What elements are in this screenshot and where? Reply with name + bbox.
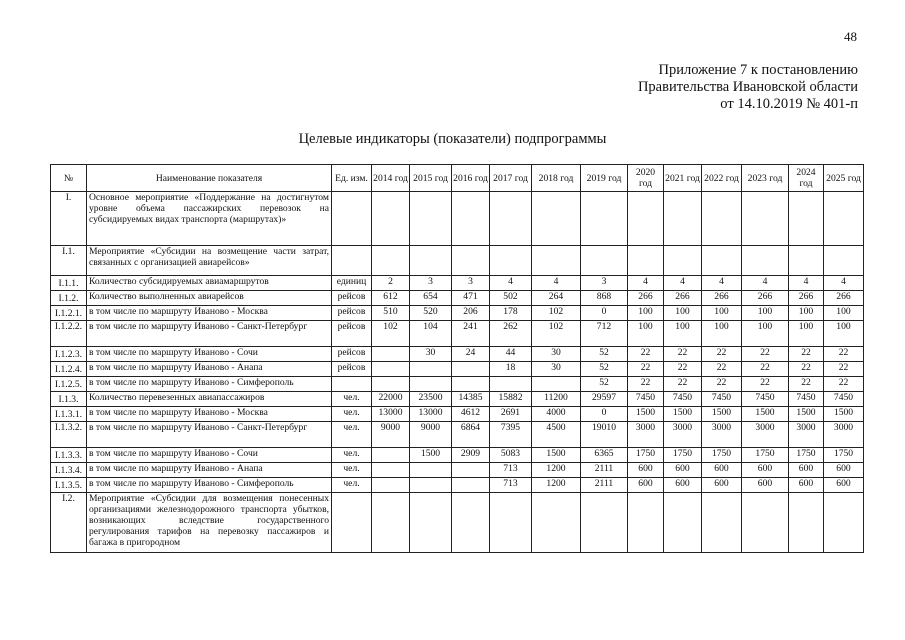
- value-cell: 266: [789, 291, 824, 306]
- value-cell: 4: [664, 276, 702, 291]
- column-header: Ед. изм.: [332, 165, 372, 192]
- value-cell: [372, 478, 410, 493]
- value-cell: 1500: [532, 448, 581, 463]
- value-cell: 1750: [742, 448, 789, 463]
- value-cell: 713: [490, 463, 532, 478]
- unit-cell: [332, 493, 372, 553]
- value-cell: [490, 493, 532, 553]
- value-cell: 4: [532, 276, 581, 291]
- row-number: I.1.3.3.: [51, 448, 87, 463]
- value-cell: 1200: [532, 478, 581, 493]
- value-cell: 100: [824, 321, 864, 347]
- table-row: [51, 306, 864, 321]
- value-cell: 7450: [824, 392, 864, 407]
- table-row: [51, 246, 864, 276]
- unit-cell: рейсов: [332, 362, 372, 377]
- annex-header: [638, 62, 858, 113]
- value-cell: 3000: [789, 422, 824, 448]
- value-cell: 52: [581, 362, 628, 377]
- row-number: I.1.2.1.: [51, 306, 87, 321]
- value-cell: 600: [742, 463, 789, 478]
- column-header: 2022 год: [702, 165, 742, 192]
- indicator-name: в том числе по маршруту Иваново - Москва: [87, 306, 332, 321]
- value-cell: 4500: [532, 422, 581, 448]
- table-row: [51, 321, 864, 347]
- unit-cell: рейсов: [332, 306, 372, 321]
- value-cell: [410, 463, 452, 478]
- value-cell: 100: [702, 321, 742, 347]
- indicator-name: в том числе по маршруту Иваново - Симферополь: [87, 377, 332, 392]
- indicator-name: в том числе по маршруту Иваново - Санкт-Петербург: [87, 321, 332, 347]
- value-cell: 0: [581, 407, 628, 422]
- table-row: [51, 392, 864, 407]
- value-cell: 6365: [581, 448, 628, 463]
- value-cell: 22: [628, 347, 664, 362]
- value-cell: 1750: [664, 448, 702, 463]
- value-cell: [490, 246, 532, 276]
- value-cell: [452, 478, 490, 493]
- value-cell: 22: [702, 377, 742, 392]
- table-row: [51, 192, 864, 246]
- column-header: 2021 год: [664, 165, 702, 192]
- value-cell: [532, 377, 581, 392]
- value-cell: [664, 493, 702, 553]
- value-cell: 102: [532, 306, 581, 321]
- value-cell: 4: [490, 276, 532, 291]
- value-cell: 241: [452, 321, 490, 347]
- value-cell: 868: [581, 291, 628, 306]
- column-header: №: [51, 165, 87, 192]
- table-row: [51, 291, 864, 306]
- value-cell: 600: [628, 463, 664, 478]
- value-cell: 3: [452, 276, 490, 291]
- value-cell: 713: [490, 478, 532, 493]
- table-row: [51, 407, 864, 422]
- value-cell: 22: [824, 362, 864, 377]
- value-cell: 6864: [452, 422, 490, 448]
- indicator-name: в том числе по маршруту Иваново - Сочи: [87, 347, 332, 362]
- value-cell: [372, 347, 410, 362]
- value-cell: 1500: [742, 407, 789, 422]
- document-title: Целевые индикаторы (показатели) подпрограммы: [298, 131, 607, 147]
- value-cell: [702, 246, 742, 276]
- unit-cell: чел.: [332, 392, 372, 407]
- value-cell: 3000: [742, 422, 789, 448]
- value-cell: 22: [702, 362, 742, 377]
- value-cell: 600: [789, 478, 824, 493]
- value-cell: 18: [490, 362, 532, 377]
- value-cell: 266: [742, 291, 789, 306]
- value-cell: 3000: [628, 422, 664, 448]
- value-cell: 266: [824, 291, 864, 306]
- value-cell: 29597: [581, 392, 628, 407]
- value-cell: 1500: [664, 407, 702, 422]
- table-row: [51, 362, 864, 377]
- value-cell: 712: [581, 321, 628, 347]
- value-cell: [824, 493, 864, 553]
- table-row: [51, 422, 864, 448]
- value-cell: 22: [742, 347, 789, 362]
- value-cell: [742, 493, 789, 553]
- value-cell: 510: [372, 306, 410, 321]
- value-cell: [789, 246, 824, 276]
- value-cell: 600: [742, 478, 789, 493]
- indicator-name: Мероприятие «Субсидии для возмещения понесенных организациями железнодорожного транспорта убытков, возникающих вследствие государственного регулирования тарифов на перевозку пассажиров и багажа в пригородном: [87, 493, 332, 553]
- value-cell: 4: [742, 276, 789, 291]
- value-cell: 3000: [824, 422, 864, 448]
- value-cell: 264: [532, 291, 581, 306]
- value-cell: 4: [789, 276, 824, 291]
- value-cell: 7450: [742, 392, 789, 407]
- value-cell: [372, 448, 410, 463]
- value-cell: 22: [742, 362, 789, 377]
- value-cell: [628, 246, 664, 276]
- value-cell: 600: [628, 478, 664, 493]
- unit-cell: рейсов: [332, 321, 372, 347]
- value-cell: [532, 192, 581, 246]
- value-cell: [581, 192, 628, 246]
- value-cell: 22: [789, 377, 824, 392]
- value-cell: [452, 192, 490, 246]
- value-cell: 100: [742, 321, 789, 347]
- value-cell: [581, 493, 628, 553]
- value-cell: [742, 192, 789, 246]
- table-row: [51, 478, 864, 493]
- value-cell: [789, 493, 824, 553]
- row-number: I.1.2.: [51, 291, 87, 306]
- annex-line-2: Правительства Ивановской области: [637, 79, 858, 95]
- value-cell: [824, 246, 864, 276]
- value-cell: 502: [490, 291, 532, 306]
- value-cell: [628, 493, 664, 553]
- indicator-name: Количество выполненных авиарейсов: [87, 291, 332, 306]
- value-cell: 600: [789, 463, 824, 478]
- value-cell: 266: [628, 291, 664, 306]
- value-cell: 22: [664, 347, 702, 362]
- table-header-row: [51, 165, 864, 192]
- table-row: [51, 347, 864, 362]
- unit-cell: чел.: [332, 463, 372, 478]
- value-cell: [664, 192, 702, 246]
- column-header: 2024 год: [789, 165, 824, 192]
- value-cell: 100: [628, 306, 664, 321]
- value-cell: 22: [628, 362, 664, 377]
- indicators-table: [50, 164, 864, 553]
- value-cell: 22: [789, 362, 824, 377]
- unit-cell: единиц: [332, 276, 372, 291]
- value-cell: 1500: [410, 448, 452, 463]
- column-header: 2020 год: [628, 165, 664, 192]
- value-cell: 13000: [372, 407, 410, 422]
- value-cell: 100: [702, 306, 742, 321]
- value-cell: [372, 192, 410, 246]
- row-number: I.2.: [51, 493, 87, 553]
- page-number: 48: [844, 29, 857, 44]
- row-number: I.1.2.4.: [51, 362, 87, 377]
- value-cell: 1500: [824, 407, 864, 422]
- column-header: 2014 год: [372, 165, 410, 192]
- value-cell: 600: [702, 463, 742, 478]
- value-cell: [372, 246, 410, 276]
- value-cell: 9000: [410, 422, 452, 448]
- unit-cell: чел.: [332, 407, 372, 422]
- value-cell: 9000: [372, 422, 410, 448]
- value-cell: 612: [372, 291, 410, 306]
- value-cell: 2691: [490, 407, 532, 422]
- value-cell: 22: [628, 377, 664, 392]
- value-cell: 22: [702, 347, 742, 362]
- unit-cell: чел.: [332, 422, 372, 448]
- indicator-name: в том числе по маршруту Иваново - Москва: [87, 407, 332, 422]
- value-cell: 100: [664, 321, 702, 347]
- value-cell: 102: [532, 321, 581, 347]
- value-cell: [702, 192, 742, 246]
- value-cell: 52: [581, 377, 628, 392]
- value-cell: [664, 246, 702, 276]
- row-number: I.1.1.: [51, 276, 87, 291]
- value-cell: 5083: [490, 448, 532, 463]
- row-number: I.1.2.2.: [51, 321, 87, 347]
- value-cell: 1750: [628, 448, 664, 463]
- value-cell: 1750: [824, 448, 864, 463]
- value-cell: 266: [702, 291, 742, 306]
- value-cell: 3: [581, 276, 628, 291]
- value-cell: [410, 493, 452, 553]
- value-cell: 3: [410, 276, 452, 291]
- value-cell: 600: [702, 478, 742, 493]
- column-header: 2015 год: [410, 165, 452, 192]
- value-cell: 14385: [452, 392, 490, 407]
- unit-cell: [332, 246, 372, 276]
- indicator-name: в том числе по маршруту Иваново - Симферополь: [87, 478, 332, 493]
- value-cell: 600: [664, 463, 702, 478]
- table-row: [51, 377, 864, 392]
- value-cell: 4612: [452, 407, 490, 422]
- value-cell: [452, 493, 490, 553]
- value-cell: [581, 246, 628, 276]
- value-cell: 23500: [410, 392, 452, 407]
- column-header: 2017 год: [490, 165, 532, 192]
- value-cell: 104: [410, 321, 452, 347]
- value-cell: [410, 246, 452, 276]
- column-header: 2018 год: [532, 165, 581, 192]
- value-cell: 600: [824, 478, 864, 493]
- value-cell: [628, 192, 664, 246]
- row-number: I.1.3.5.: [51, 478, 87, 493]
- value-cell: [372, 362, 410, 377]
- indicator-name: в том числе по маршруту Иваново - Анапа: [87, 463, 332, 478]
- row-number: I.1.3.4.: [51, 463, 87, 478]
- unit-cell: чел.: [332, 478, 372, 493]
- column-header: 2016 год: [452, 165, 490, 192]
- value-cell: [452, 246, 490, 276]
- annex-line-3: от 14.10.2019 № 401-п: [720, 96, 858, 112]
- value-cell: 22: [664, 362, 702, 377]
- row-number: I.1.3.2.: [51, 422, 87, 448]
- value-cell: 7395: [490, 422, 532, 448]
- value-cell: 0: [581, 306, 628, 321]
- value-cell: 100: [664, 306, 702, 321]
- column-header: 2025 год: [824, 165, 864, 192]
- indicator-name: в том числе по маршруту Иваново - Анапа: [87, 362, 332, 377]
- indicator-name: Количество перевезенных авиапассажиров: [87, 392, 332, 407]
- value-cell: [490, 192, 532, 246]
- indicator-name: Мероприятие «Субсидии на возмещение части затрат, связанных с организацией авиарейсов»: [87, 246, 332, 276]
- value-cell: 19010: [581, 422, 628, 448]
- row-number: I.1.3.1.: [51, 407, 87, 422]
- value-cell: 178: [490, 306, 532, 321]
- value-cell: 100: [789, 306, 824, 321]
- value-cell: 30: [532, 362, 581, 377]
- unit-cell: [332, 377, 372, 392]
- table-row: [51, 493, 864, 553]
- value-cell: 471: [452, 291, 490, 306]
- value-cell: 3000: [664, 422, 702, 448]
- value-cell: [410, 362, 452, 377]
- indicator-name: Основное мероприятие «Поддержание на достигнутом уровне объема пассажирских перевозок на субсидируемых видах транспорта (маршрутах)»: [87, 192, 332, 246]
- column-header: 2023 год: [742, 165, 789, 192]
- row-number: I.1.3.: [51, 392, 87, 407]
- table-row: [51, 276, 864, 291]
- value-cell: [410, 377, 452, 392]
- value-cell: 7450: [789, 392, 824, 407]
- table-body: [51, 192, 864, 553]
- unit-cell: рейсов: [332, 291, 372, 306]
- value-cell: 1500: [628, 407, 664, 422]
- value-cell: 15882: [490, 392, 532, 407]
- value-cell: 100: [789, 321, 824, 347]
- value-cell: 4000: [532, 407, 581, 422]
- value-cell: [410, 478, 452, 493]
- row-number: I.1.: [51, 246, 87, 276]
- value-cell: 100: [824, 306, 864, 321]
- value-cell: [702, 493, 742, 553]
- value-cell: [532, 246, 581, 276]
- indicator-name: Количество субсидируемых авиамаршрутов: [87, 276, 332, 291]
- value-cell: [532, 493, 581, 553]
- value-cell: [789, 192, 824, 246]
- value-cell: 206: [452, 306, 490, 321]
- value-cell: 520: [410, 306, 452, 321]
- value-cell: 600: [664, 478, 702, 493]
- value-cell: [372, 463, 410, 478]
- unit-cell: [332, 192, 372, 246]
- value-cell: 4: [628, 276, 664, 291]
- value-cell: 1500: [702, 407, 742, 422]
- column-header: Наименование показателя: [87, 165, 332, 192]
- value-cell: 30: [410, 347, 452, 362]
- value-cell: 654: [410, 291, 452, 306]
- value-cell: 100: [628, 321, 664, 347]
- value-cell: 22: [824, 347, 864, 362]
- value-cell: 2111: [581, 463, 628, 478]
- row-number: I.1.2.5.: [51, 377, 87, 392]
- value-cell: 22: [742, 377, 789, 392]
- value-cell: 3000: [702, 422, 742, 448]
- indicator-name: в том числе по маршруту Иваново - Сочи: [87, 448, 332, 463]
- annex-line-1: Приложение 7 к постановлению: [658, 62, 858, 78]
- value-cell: 30: [532, 347, 581, 362]
- value-cell: 4: [702, 276, 742, 291]
- value-cell: 100: [742, 306, 789, 321]
- value-cell: 600: [824, 463, 864, 478]
- value-cell: 2111: [581, 478, 628, 493]
- value-cell: 22: [789, 347, 824, 362]
- value-cell: [490, 377, 532, 392]
- value-cell: 262: [490, 321, 532, 347]
- value-cell: 24: [452, 347, 490, 362]
- value-cell: [452, 362, 490, 377]
- row-number: I.: [51, 192, 87, 246]
- value-cell: [452, 377, 490, 392]
- row-number: I.1.2.3.: [51, 347, 87, 362]
- value-cell: 1500: [789, 407, 824, 422]
- value-cell: [372, 377, 410, 392]
- value-cell: 7450: [628, 392, 664, 407]
- value-cell: 1750: [702, 448, 742, 463]
- value-cell: 22: [824, 377, 864, 392]
- value-cell: 13000: [410, 407, 452, 422]
- unit-cell: рейсов: [332, 347, 372, 362]
- value-cell: [410, 192, 452, 246]
- value-cell: 22000: [372, 392, 410, 407]
- value-cell: [742, 246, 789, 276]
- indicator-name: в том числе по маршруту Иваново - Санкт-Петербург: [87, 422, 332, 448]
- unit-cell: чел.: [332, 448, 372, 463]
- value-cell: 1750: [789, 448, 824, 463]
- table-row: [51, 463, 864, 478]
- value-cell: 2909: [452, 448, 490, 463]
- column-header: 2019 год: [581, 165, 628, 192]
- value-cell: 7450: [664, 392, 702, 407]
- value-cell: 2: [372, 276, 410, 291]
- value-cell: 1200: [532, 463, 581, 478]
- value-cell: 52: [581, 347, 628, 362]
- value-cell: 44: [490, 347, 532, 362]
- value-cell: [452, 463, 490, 478]
- value-cell: 4: [824, 276, 864, 291]
- value-cell: 7450: [702, 392, 742, 407]
- value-cell: 22: [664, 377, 702, 392]
- value-cell: 266: [664, 291, 702, 306]
- value-cell: 11200: [532, 392, 581, 407]
- value-cell: [372, 493, 410, 553]
- value-cell: [824, 192, 864, 246]
- value-cell: 102: [372, 321, 410, 347]
- table-row: [51, 448, 864, 463]
